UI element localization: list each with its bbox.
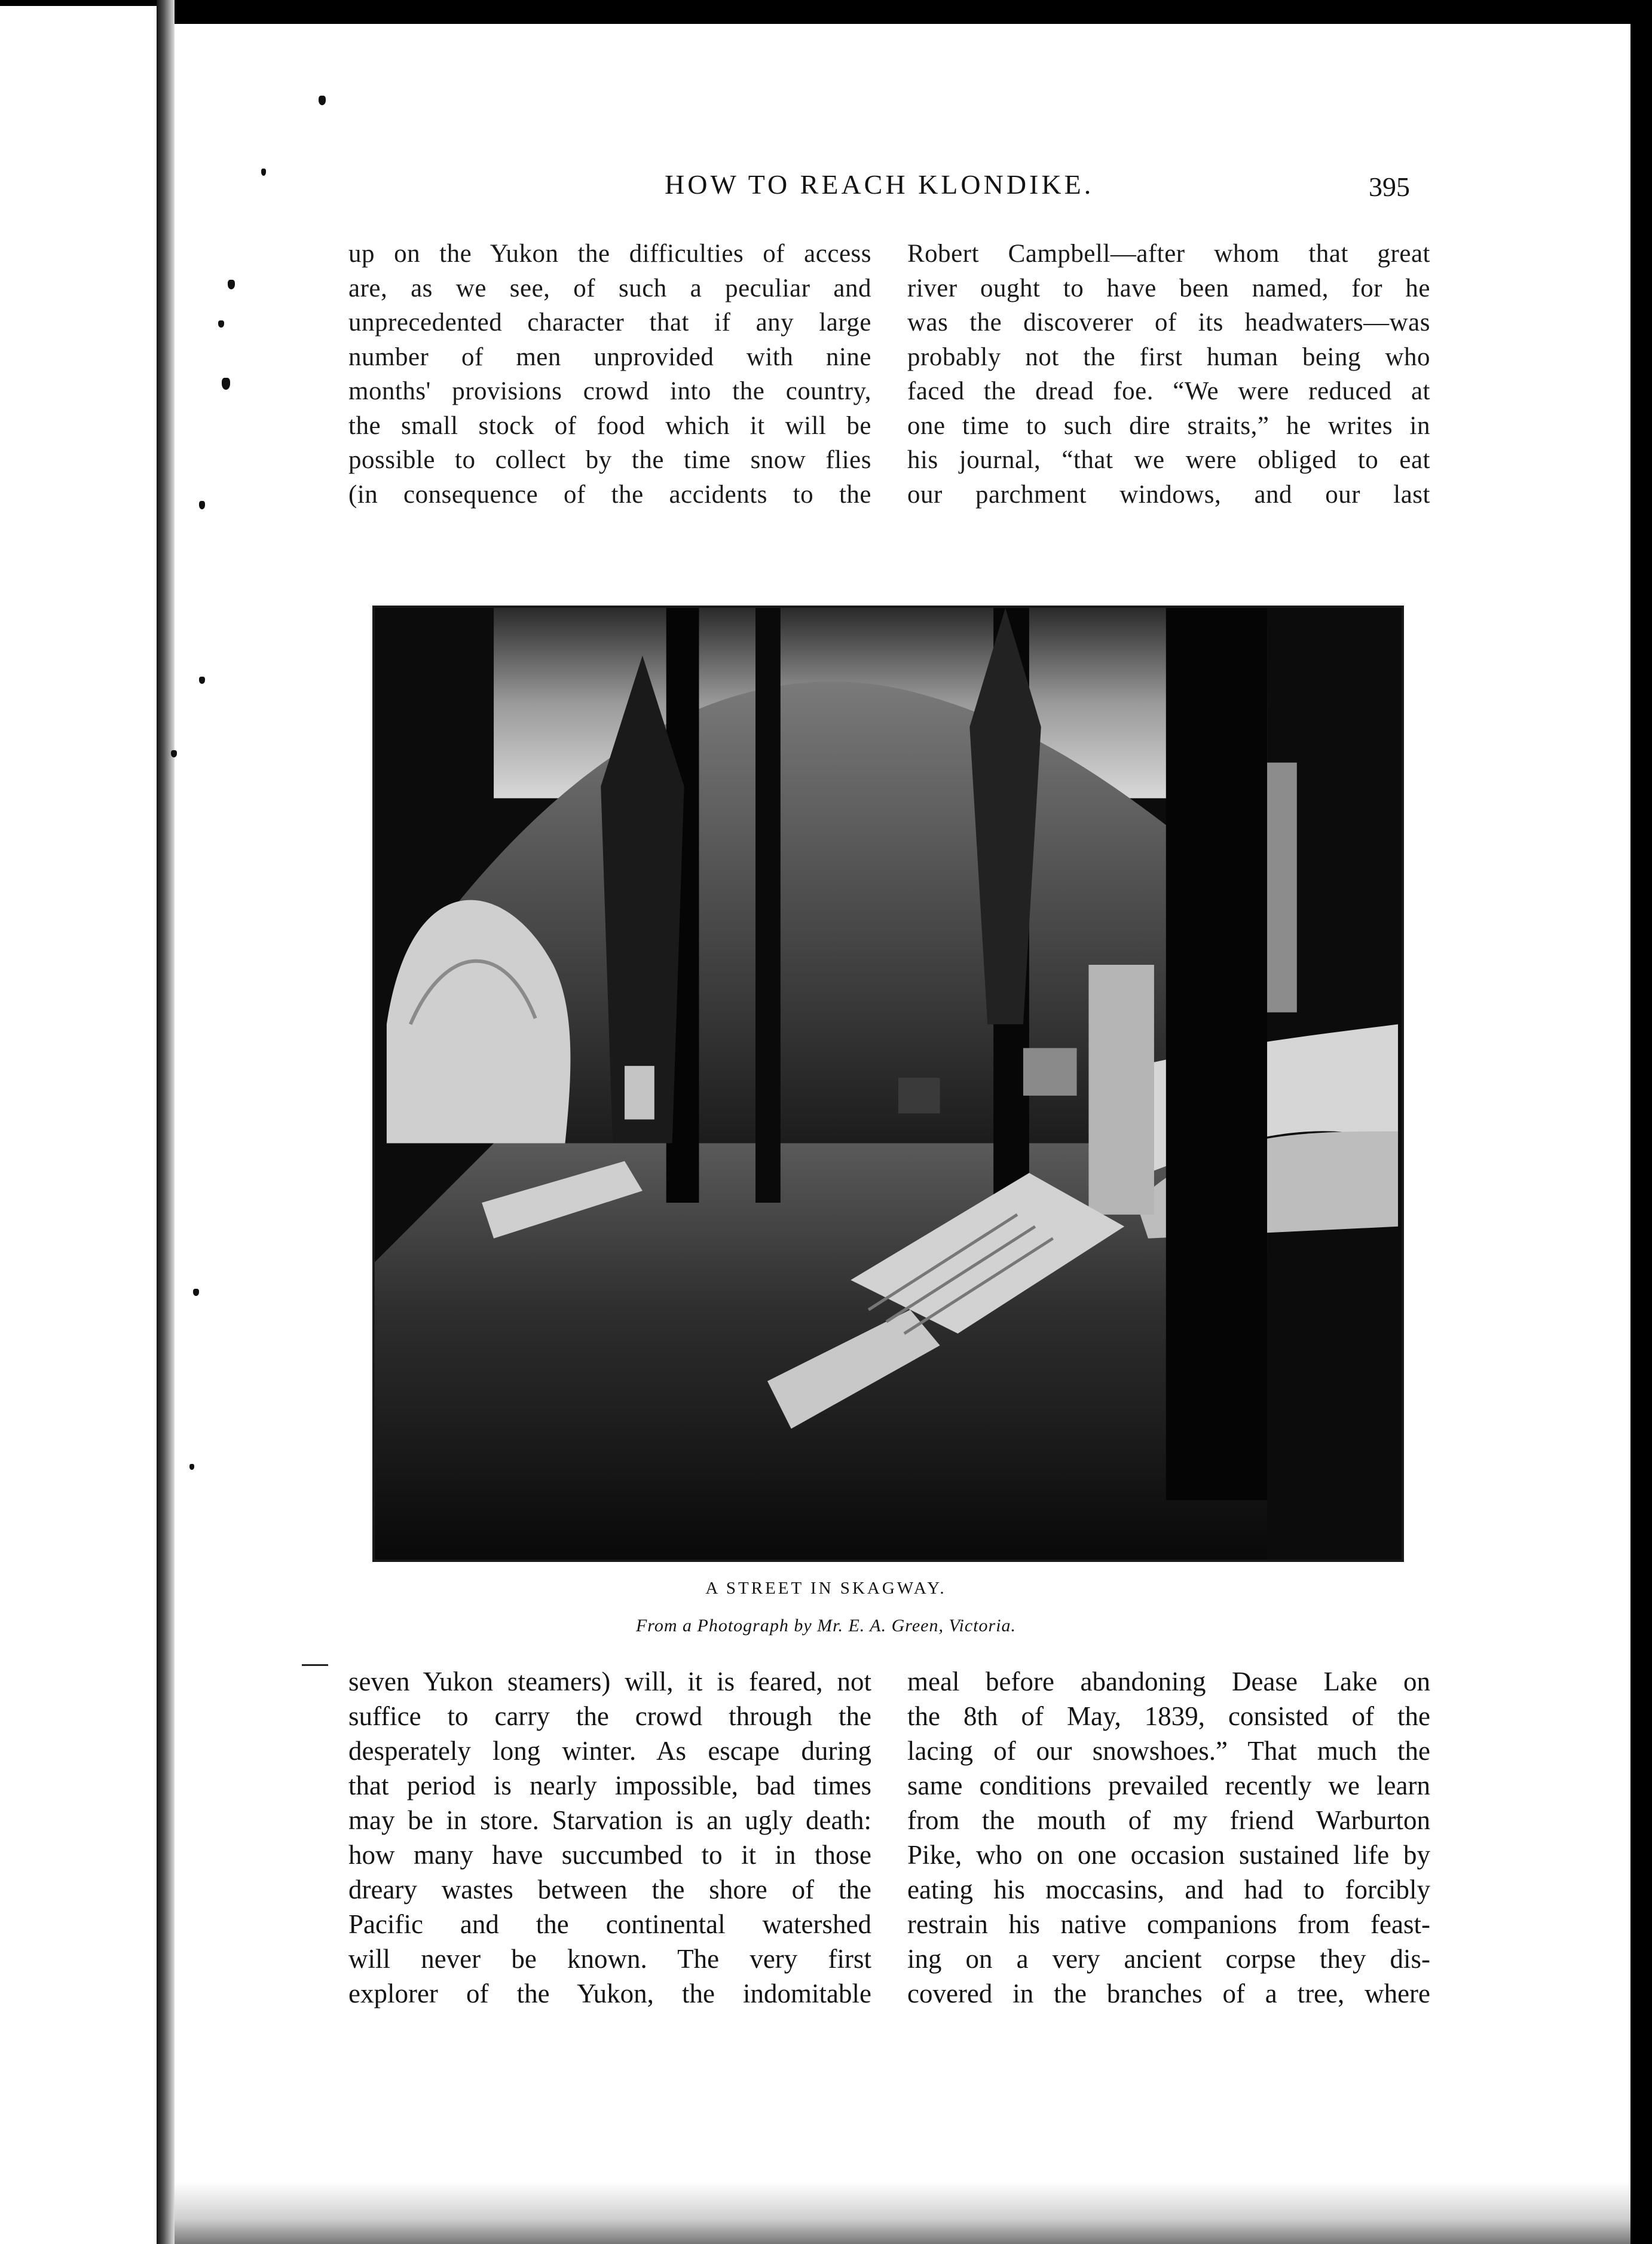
text-line: from the mouth of my friend Warburton: [907, 1805, 1430, 1835]
text-line: (in consequence of the accidents to the: [348, 480, 871, 509]
text-line: explorer of the Yukon, the indomitable: [348, 1979, 871, 2008]
scan-speck: [199, 501, 205, 509]
text-line: unprecedented character that if any large: [348, 308, 871, 337]
section-dash: [302, 1664, 328, 1666]
scan-speck: [228, 280, 235, 289]
page-bottom-shadow: [175, 2182, 1630, 2244]
text-line: same conditions prevailed recently we learn: [907, 1771, 1430, 1800]
text-line: lacing of our snowshoes.” That much the: [907, 1736, 1430, 1766]
scan-right-edge: [1630, 0, 1652, 2244]
text-line: desperately long winter. As escape during: [348, 1736, 871, 1766]
top-left-column: [348, 237, 871, 512]
text-line: number of men unprovided with nine: [348, 343, 871, 371]
text-line: are, as we see, of such a peculiar and: [348, 274, 871, 302]
text-line: Robert Campbell—after whom that great: [907, 240, 1430, 268]
figure-caption-credit: From a Photograph by Mr. E. A. Green, Victoria.: [635, 1616, 1017, 1635]
text-line: covered in the branches of a tree, where: [907, 1979, 1430, 2008]
skagway-street-photograph: [372, 606, 1404, 1562]
text-line: eating his moccasins, and had to forcibly: [907, 1875, 1430, 1904]
text-line: may be in store. Starvation is an ugly death:: [348, 1805, 871, 1835]
scan-speck: [189, 1464, 194, 1470]
text-line: will never be known. The very first: [348, 1944, 871, 1974]
text-line: Pacific and the continental watershed: [348, 1909, 871, 1939]
text-line: one time to such dire straits,” he writes in: [907, 411, 1430, 440]
text-line: Pike, who on one occasion sustained life by: [907, 1840, 1430, 1870]
scan-top-edge: [0, 0, 1652, 24]
text-line: his journal, “that we were obliged to eat: [907, 446, 1430, 474]
page-gutter: [157, 0, 175, 2244]
facing-page-edge: [0, 6, 159, 2244]
top-right-column: [907, 237, 1430, 512]
text-line: dreary wastes between the shore of the: [348, 1875, 871, 1904]
bottom-left-column: [348, 1664, 871, 2011]
text-line: the small stock of food which it will be: [348, 411, 871, 440]
scan-speck: [171, 750, 177, 757]
text-line: probably not the first human being who: [907, 343, 1430, 371]
text-line: that period is nearly impossible, bad times: [348, 1771, 871, 1800]
text-line: was the discoverer of its headwaters—was: [907, 308, 1430, 337]
photograph-drawing: [375, 608, 1402, 1560]
text-line: possible to collect by the time snow flies: [348, 446, 871, 474]
text-line: ing on a very ancient corpse they dis-: [907, 1944, 1430, 1974]
scan-speck: [319, 96, 326, 105]
scan-speck: [218, 320, 224, 328]
running-title: HOW TO REACH KLONDIKE.: [665, 169, 1094, 200]
scan-speck: [222, 378, 230, 390]
text-line: up on the Yukon the difficulties of access: [348, 240, 871, 268]
running-head: [0, 169, 1652, 204]
scan-speck: [193, 1289, 199, 1296]
text-line: seven Yukon steamers) will, it is feared, not: [348, 1667, 871, 1696]
text-line: meal before abandoning Dease Lake on: [907, 1667, 1430, 1696]
text-line: months' provisions crowd into the country,: [348, 377, 871, 405]
text-line: suffice to carry the crowd through the: [348, 1701, 871, 1731]
text-line: our parchment windows, and our last: [907, 480, 1430, 509]
scan-speck: [199, 677, 205, 684]
text-line: river ought to have been named, for he: [907, 274, 1430, 302]
bottom-right-column: [907, 1664, 1430, 2011]
figure-caption-title: A STREET IN SKAGWAY.: [705, 1579, 947, 1598]
page-number: 395: [1369, 172, 1410, 202]
text-line: faced the dread foe. “We were reduced at: [907, 377, 1430, 405]
text-line: the 8th of May, 1839, consisted of the: [907, 1701, 1430, 1731]
text-line: how many have succumbed to it in those: [348, 1840, 871, 1870]
text-line: restrain his native companions from feast-: [907, 1909, 1430, 1939]
